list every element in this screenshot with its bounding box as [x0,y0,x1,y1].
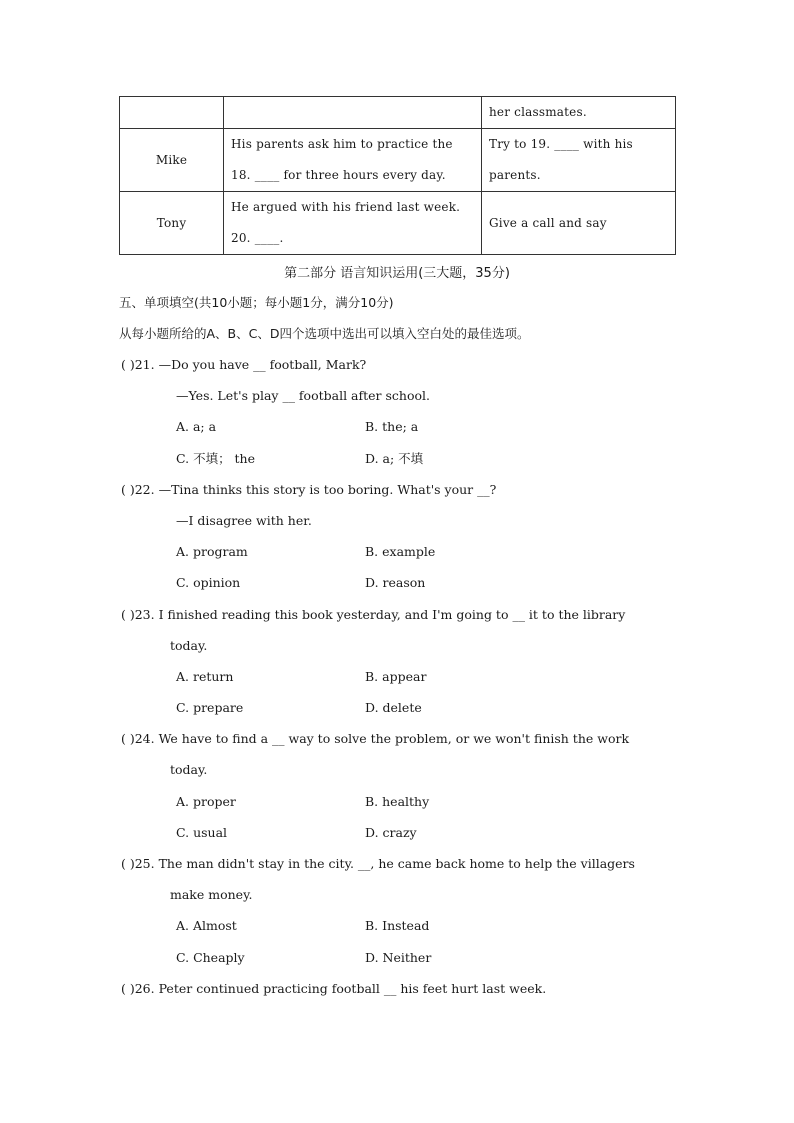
advice-line: Try to 19. ____ with his [489,137,633,151]
option-row [121,661,681,692]
option-c[interactable]: C. usual [176,824,228,840]
problem-line: 18. ____ for three hours every day. [231,168,446,182]
question-stem: ( )23. I finished reading this book yesterday, and I'm going to __ it to the library [121,606,626,622]
table-row [120,97,676,129]
option-d[interactable]: D. crazy [365,824,417,840]
option-a[interactable]: A. return [176,668,234,684]
option-b[interactable]: B. example [365,544,436,560]
option-a[interactable]: A. Almost [176,918,237,934]
problem-line: He argued with his friend last week. [231,200,461,214]
option-d[interactable]: D. a; 不填 [365,450,424,466]
option-row [121,910,681,941]
option-a[interactable]: A. program [176,544,248,560]
advice-line: parents. [489,168,541,182]
question-stem-cont: make money. [170,887,253,903]
option-c[interactable]: C. 不填； the [176,450,256,466]
question-stem: ( )21. —Do you have __ football, Mark? [121,357,367,372]
section5-title: 五、单项填空(共10小题；每小题1分，满分10分) [119,295,394,310]
option-b[interactable]: B. Instead [365,918,430,934]
option-c[interactable]: C. Cheaply [176,949,245,965]
question-stem-cont: —I disagree with her. [176,512,312,528]
advice-table [119,96,676,255]
table-cell-name [120,97,224,129]
option-b[interactable]: B. appear [365,668,427,684]
option-row [121,692,681,723]
question-stem-cont: —Yes. Let's play __ football after school. [176,388,430,404]
option-c[interactable]: C. opinion [176,575,241,591]
question-stem-cont: today. [170,762,208,778]
option-d[interactable]: D. reason [365,575,426,591]
table-row [120,129,676,192]
question-stem: ( )25. The man didn't stay in the city. __, he came back home to help the villagers [121,856,635,871]
option-row [121,411,681,442]
question-stem: ( )24. We have to find a __ way to solve the problem, or we won't finish the work [121,731,630,747]
option-row [121,536,681,567]
option-d[interactable]: D. Neither [365,949,432,965]
question-stem-cont: today. [170,637,208,653]
part2-title: 第二部分 语言知识运用(三大题，35分) [284,266,510,281]
option-row [121,817,681,848]
table-cell-advice: her classmates. [482,97,676,129]
table-cell-name: Tony [120,192,224,255]
option-row [121,942,681,973]
option-row [121,786,681,817]
table-row [120,192,676,255]
table-cell-advice [482,129,676,192]
question-stem: ( )22. —Tina thinks this story is too boring. What's your __? [121,481,497,497]
question-stem: ( )26. Peter continued practicing football __ his feet hurt last week. [121,980,547,996]
option-row [121,567,681,598]
option-c[interactable]: C. prepare [176,700,244,716]
problem-line: His parents ask him to practice the [231,137,453,151]
problem-line: 20. ____. [231,231,284,245]
option-a[interactable]: A. proper [176,793,236,809]
table-cell-name: Mike [120,129,224,192]
table-cell-advice [482,192,676,255]
table-cell-problem [224,192,482,255]
option-b[interactable]: B. the; a [365,419,419,435]
table-cell-problem [224,97,482,129]
question-list [121,349,681,1004]
option-b[interactable]: B. healthy [365,793,430,809]
table-cell-problem [224,129,482,192]
section5-instruction: 从每小题所给的A、B、C、D四个选项中选出可以填入空白处的最佳选项。 [119,326,530,341]
option-row [121,443,681,474]
option-d[interactable]: D. delete [365,700,422,716]
advice-line: Give a call and say [489,215,607,230]
option-a[interactable]: A. a; a [176,419,217,435]
